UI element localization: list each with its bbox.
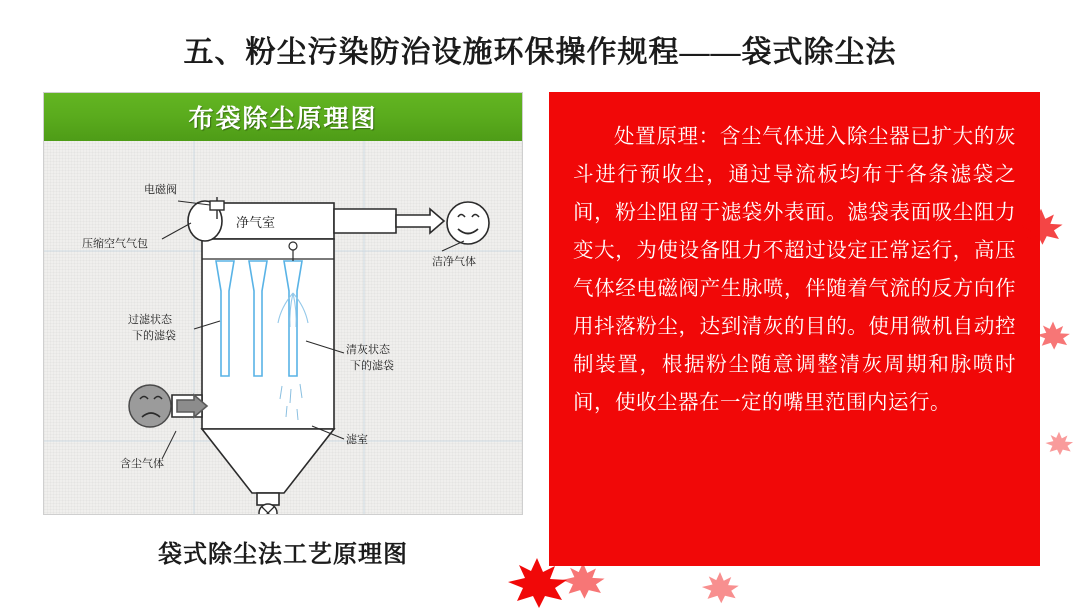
label-dusty-gas: 含尘气体 [120,458,164,470]
maple-leaf-icon [700,570,740,604]
label-cleaning-state-1: 清灰状态 [346,344,390,356]
figure-caption: 袋式除尘法工艺原理图 [158,542,408,568]
principle-panel [549,92,1040,566]
diagram-panel [43,92,523,515]
label-filtering-state-2: 下的滤袋 [132,330,176,342]
diagram-canvas [44,141,522,515]
maple-leaf-icon [1035,320,1071,350]
label-air-tank: 压缩空气气包 [82,238,148,250]
maple-leaf-icon [1044,430,1074,456]
maple-leaf-icon [560,560,606,600]
label-clean-gas: 洁净气体 [432,256,476,268]
label-clean-chamber: 净气室 [236,215,276,230]
label-filtering-state-1: 过滤状态 [128,314,172,326]
label-solenoid-valve: 电磁阀 [144,184,177,196]
diagram-header [44,93,522,141]
principle-text: 处置原理：含尘气体进入除尘器已扩大的灰斗进行预收尘，通过导流板均布于各条滤袋之间，粉尘阻留于滤袋外表面。滤袋表面吸尘阻力变大，为使设备阻力不超过设定正常运行，高压气体经电磁阀产生脉喷，伴随着气流的反方向作用抖落粉尘，达到清灰的目的。使用微机自动控制装置，根据粉尘随意调整清灰周期和脉喷时间，使收尘器在一定的嘴里范围内运行。 [573,126,1016,414]
label-cleaning-state-2: 下的滤袋 [350,360,394,372]
label-filter-chamber: 滤室 [346,434,368,446]
diagram-header-label: 布袋除尘原理图 [188,106,378,133]
page-title: 五、粉尘污染防治设施环保操作规程——袋式除尘法 [183,36,897,69]
baghouse-schematic [44,141,522,515]
